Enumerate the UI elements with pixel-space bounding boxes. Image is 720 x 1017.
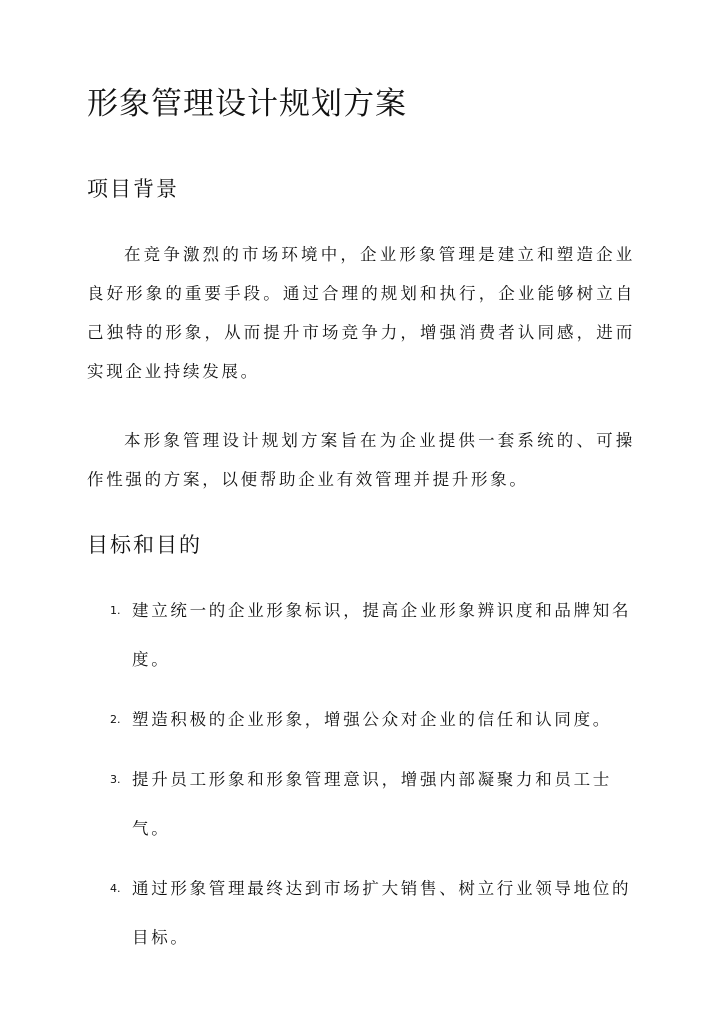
background-paragraph-2: 本形象管理设计规划方案旨在为企业提供一套系统的、可操作性强的方案，以便帮助企业有效管理并提升形象。 — [87, 431, 635, 489]
list-item-number: 4. — [110, 882, 121, 895]
list-item-text: 提升员工形象和形象管理意识，增强内部凝聚力和员工士气。 — [132, 770, 612, 838]
list-item-number: 3. — [110, 773, 121, 786]
list-item — [87, 586, 635, 684]
list-item — [87, 755, 635, 853]
list-item — [87, 695, 635, 744]
goals-list — [87, 586, 635, 962]
list-item-text: 通过形象管理最终达到市场扩大销售、树立行业领导地位的目标。 — [132, 879, 632, 947]
section-heading-goals: 目标和目的 — [87, 533, 202, 557]
section-heading-background: 项目背景 — [87, 177, 179, 201]
list-item-number: 2. — [110, 713, 121, 726]
list-item-text: 塑造积极的企业形象，增强公众对企业的信任和认同度。 — [132, 710, 612, 729]
document-title: 形象管理设计规划方案 — [87, 86, 407, 122]
background-paragraph-1: 在竞争激烈的市场环境中，企业形象管理是建立和塑造企业良好形象的重要手段。通过合理的规划和执行，企业能够树立自己独特的形象，从而提升市场竞争力，增强消费者认同感，进而实现企业持续发展。 — [87, 245, 635, 381]
list-item-number: 1. — [110, 604, 121, 617]
list-item — [87, 864, 635, 962]
list-item-text: 建立统一的企业形象标识，提高企业形象辨识度和品牌知名度。 — [132, 601, 632, 669]
